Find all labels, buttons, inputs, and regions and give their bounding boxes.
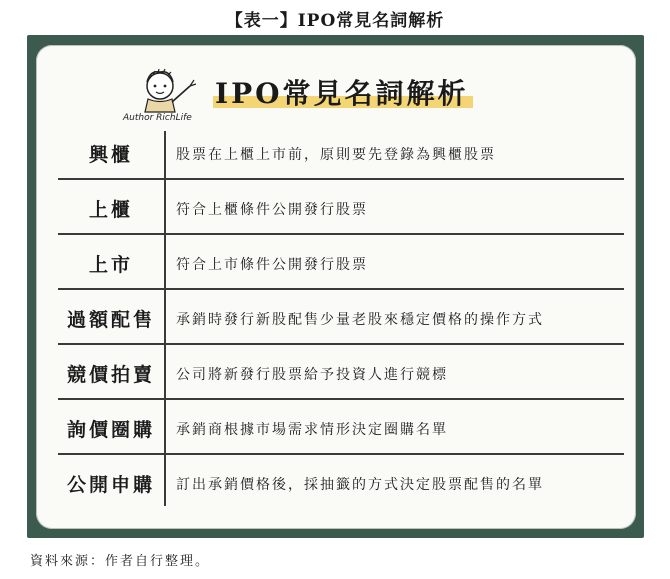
description-cell: 股票在上櫃上市前，原則要先登錄為興櫃股票 — [176, 146, 496, 163]
term-cell: 興櫃 — [88, 144, 133, 166]
row-divider — [58, 288, 624, 290]
table-row — [58, 182, 624, 235]
description-cell: 符合上市條件公開發行股票 — [176, 256, 368, 273]
row-divider — [58, 453, 624, 455]
author-logo-text: Author RichLife — [123, 113, 192, 123]
source-note: 資料來源：作者自行整理。 — [30, 554, 211, 569]
row-divider — [58, 398, 624, 400]
term-cell: 詢價圈購 — [66, 419, 155, 441]
table-row — [58, 457, 624, 510]
table-row — [58, 347, 624, 400]
board-title-wrapper — [215, 72, 469, 112]
table-row — [58, 292, 624, 345]
board-title: IPO常見名詞解析 — [215, 77, 469, 110]
description-cell: 承銷時發行新股配售少量老股來穩定價格的操作方式 — [176, 311, 544, 328]
description-cell: 符合上櫃條件公開發行股票 — [176, 201, 368, 218]
row-divider — [58, 343, 624, 345]
table-row — [58, 127, 624, 180]
description-cell: 承銷商根據市場需求情形決定圈購名單 — [176, 421, 448, 438]
term-cell: 過額配售 — [66, 309, 155, 331]
description-cell: 訂出承銷價格後，採抽籤的方式決定股票配售的名單 — [176, 476, 544, 493]
term-cell: 上市 — [88, 254, 133, 276]
table-caption: 【表一】IPO常見名詞解析 — [225, 11, 445, 31]
row-divider — [58, 178, 624, 180]
description-cell: 公司將新發行股票給予投資人進行競標 — [176, 366, 448, 383]
term-cell: 公開申購 — [66, 474, 155, 496]
table-row — [58, 402, 624, 455]
term-cell: 上櫃 — [88, 199, 133, 221]
term-cell: 競價拍賣 — [66, 364, 155, 386]
table-row — [58, 237, 624, 290]
row-divider — [58, 233, 624, 235]
